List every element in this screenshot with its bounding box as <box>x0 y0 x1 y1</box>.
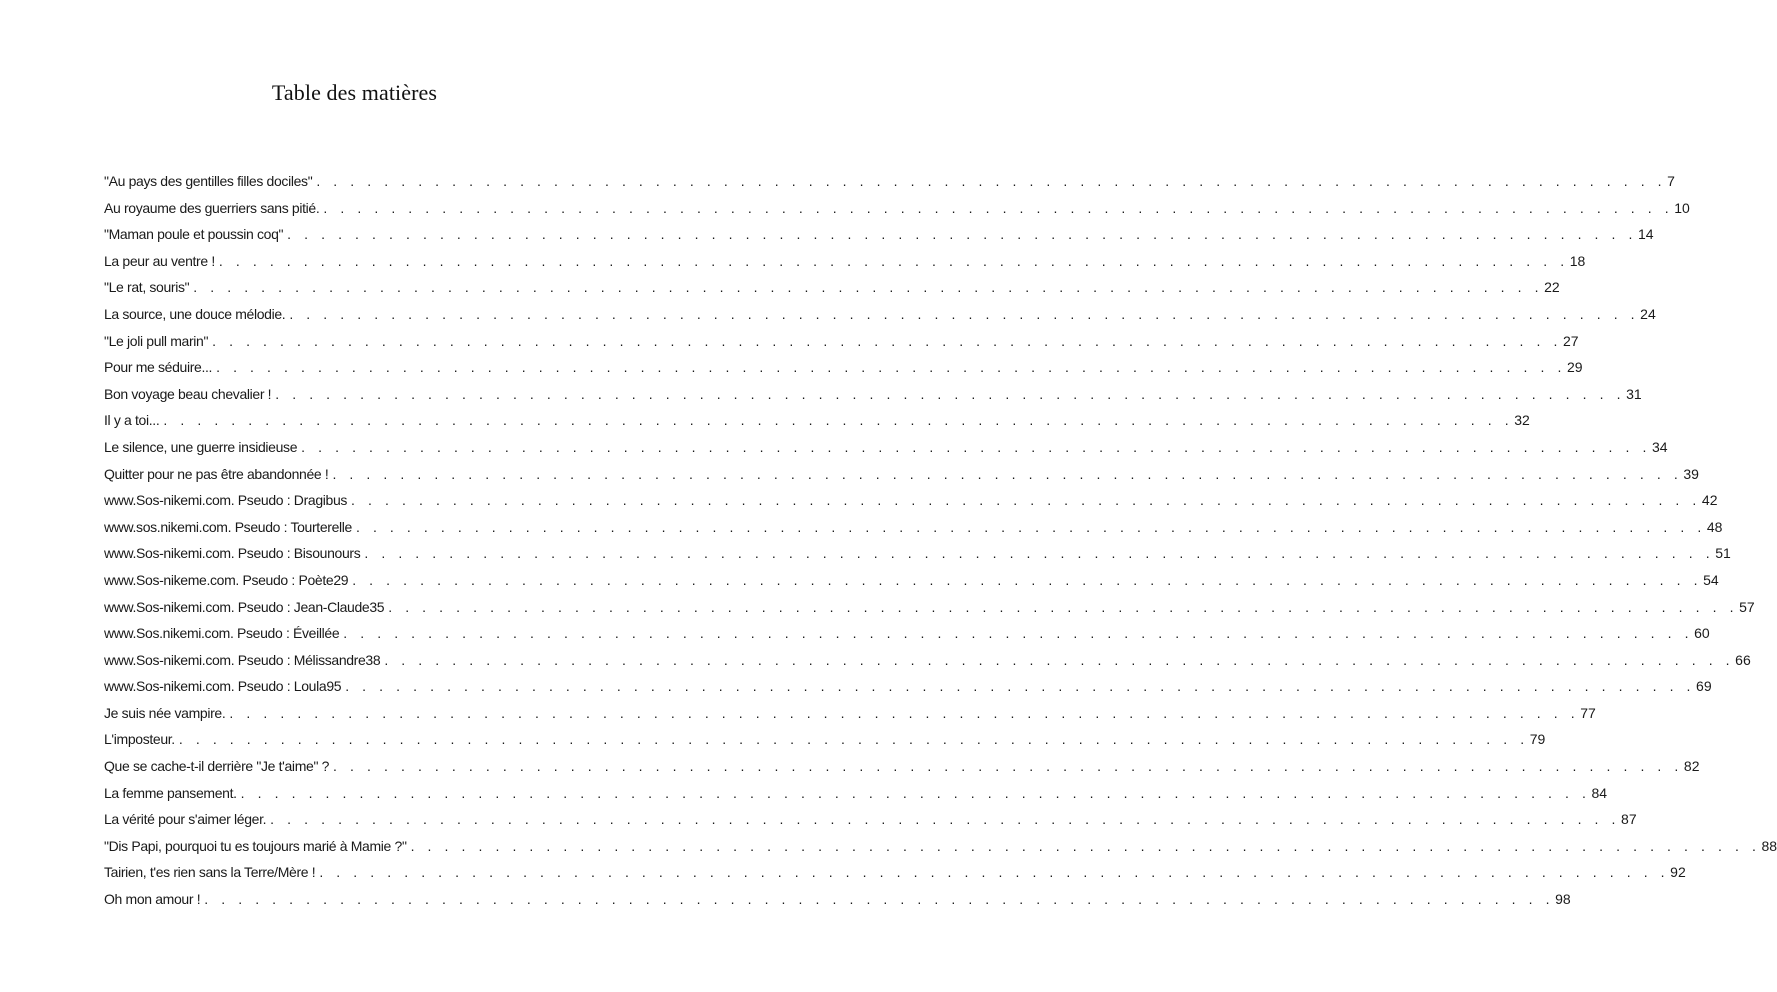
toc-entry-title: Il y a toi... <box>104 412 160 429</box>
toc-entry-title: www.Sos-nikemi.com. Pseudo : Loula95 <box>104 678 342 695</box>
dot-leader: . . . . . . . . . . . . . . . . . . . . . . . . . . . . . . . . . . . . . . . . . . . . . . . . . . . . . . . . . . . . . . . . . . . . . . . . . . . . . . . . <box>332 465 1683 482</box>
dot-leader: . . . . . . . . . . . . . . . . . . . . . . . . . . . . . . . . . . . . . . . . . . . . . . . . . . . . . . . . . . . . . . . . . . . . . . . . . . . . . . . . <box>388 598 1739 615</box>
dot-leader: . . . . . . . . . . . . . . . . . . . . . . . . . . . . . . . . . . . . . . . . . . . . . . . . . . . . . . . . . . . . . . . . . . . . . . . . . . . . . . . . <box>229 704 1580 721</box>
toc-entry-title: www.Sos-nikemi.com. Pseudo : Bisounours <box>104 545 361 562</box>
toc-entry-title: Tairien, t'es rien sans la Terre/Mère ! <box>104 864 316 881</box>
dot-leader: . . . . . . . . . . . . . . . . . . . . . . . . . . . . . . . . . . . . . . . . . . . . . . . . . . . . . . . . . . . . . . . . . . . . . . . . . . . . . . . . <box>319 864 1670 881</box>
toc-entry[interactable] <box>104 359 1583 386</box>
toc-entry[interactable] <box>104 545 1731 572</box>
toc-entry-title: La vérité pour s'aimer léger. <box>104 811 267 828</box>
page-title: Table des matières <box>271 80 438 105</box>
toc-entry-page-number: 51 <box>1715 545 1731 562</box>
toc-entry-title: www.Sos.nikemi.com. Pseudo : Éveillée <box>104 625 340 642</box>
toc-entry[interactable] <box>104 199 1690 227</box>
dot-leader: . . . . . . . . . . . . . . . . . . . . . . . . . . . . . . . . . . . . . . . . . . . . . . . . . . . . . . . . . . . . . . . . . . . . . . . . . . . . . . . . <box>351 492 1701 509</box>
dot-leader: . . . . . . . . . . . . . . . . . . . . . . . . . . . . . . . . . . . . . . . . . . . . . . . . . . . . . . . . . . . . . . . . . . . . . . . . . . . . . . . . <box>216 359 1566 376</box>
toc-entry-page-number: 27 <box>1562 332 1579 349</box>
toc-entry-page-number: 92 <box>1670 864 1686 881</box>
toc-entry[interactable] <box>104 811 1637 838</box>
toc-entry[interactable] <box>104 226 1654 253</box>
toc-entry-title: "Au pays des gentilles filles dociles" <box>104 173 313 189</box>
dot-leader: . . . . . . . . . . . . . . . . . . . . . . . . . . . . . . . . . . . . . . . . . . . . . . . . . . . . . . . . . . . . . . . . . . . . . . . . . . . . . . . . <box>343 625 1694 642</box>
toc-entry-title: La peur au ventre ! <box>104 252 215 269</box>
toc-entry-title: www.Sos-nikemi.com. Pseudo : Dragibus <box>104 492 348 509</box>
toc-entry-title: www.Sos-nikemi.com. Pseudo : Mélissandre38 <box>104 651 381 668</box>
toc-entry[interactable] <box>104 704 1596 732</box>
toc-entry-page-number: 31 <box>1626 385 1642 402</box>
toc-entry-page-number: 32 <box>1514 412 1530 429</box>
dot-leader: . . . . . . . . . . . . . . . . . . . . . . . . . . . . . . . . . . . . . . . . . . . . . . . . . . . . . . . . . . . . . . . . . . . . . . . . . . . . . . . . <box>240 784 1591 801</box>
dot-leader: . . . . . . . . . . . . . . . . . . . . . . . . . . . . . . . . . . . . . . . . . . . . . . . . . . . . . . . . . . . . . . . . . . . . . . . . . . . . . . . . <box>301 438 1651 455</box>
toc-entry[interactable] <box>104 837 1777 865</box>
dot-leader: . . . . . . . . . . . . . . . . . . . . . . . . . . . . . . . . . . . . . . . . . . . . . . . . . . . . . . . . . . . . . . . . . . . . . . . . . . . . . . . . <box>178 731 1529 748</box>
toc-entry-page-number: 39 <box>1683 465 1699 482</box>
toc-entry-page-number: 77 <box>1580 704 1596 721</box>
toc-entry[interactable] <box>104 571 1719 599</box>
toc-entry-page-number: 10 <box>1674 199 1690 216</box>
toc-entry-title: "Dis Papi, pourquoi tu es toujours marié à Mamie ?" <box>104 837 407 854</box>
toc-entry-title: www.sos.nikemi.com. Pseudo : Tourterelle <box>104 518 352 535</box>
toc-entry-page-number: 84 <box>1591 784 1608 801</box>
toc-entry-title: www.Sos-nikeme.com. Pseudo : Poète29 <box>104 571 349 588</box>
toc-entry-page-number: 42 <box>1701 492 1718 509</box>
dot-leader: . . . . . . . . . . . . . . . . . . . . . . . . . . . . . . . . . . . . . . . . . . . . . . . . . . . . . . . . . . . . . . . . . . . . . . . . . . . . . . . . <box>352 571 1703 588</box>
toc-entry-page-number: 34 <box>1652 438 1668 455</box>
toc-entry[interactable] <box>104 492 1718 519</box>
toc-entry-page-number: 87 <box>1621 811 1637 828</box>
toc-entry-title: Bon voyage beau chevalier ! <box>104 385 272 402</box>
toc-entry-title: Que se cache-t-il derrière "Je t'aime" ? <box>104 758 330 775</box>
dot-leader: . . . . . . . . . . . . . . . . . . . . . . . . . . . . . . . . . . . . . . . . . . . . . . . . . . . . . . . . . . . . . . . . . . . . . . . . . . . . . . . . <box>163 412 1514 429</box>
toc-entry[interactable] <box>104 332 1579 360</box>
toc-entry-title: Le silence, une guerre insidieuse <box>104 438 298 455</box>
dot-leader: . . . . . . . . . . . . . . . . . . . . . . . . . . . . . . . . . . . . . . . . . . . . . . . . . . . . . . . . . . . . . . . . . . . . . . . . . . . . . . . . <box>384 651 1735 668</box>
dot-leader: . . . . . . . . . . . . . . . . . . . . . . . . . . . . . . . . . . . . . . . . . . . . . . . . . . . . . . . . . . . . . . . . . . . . . . . . . . . . . . . . <box>333 758 1683 775</box>
toc-entry-title: Pour me séduire... <box>104 359 213 376</box>
toc-entry-title: Au royaume des guerriers sans pitié. <box>104 199 320 216</box>
toc-entry[interactable] <box>104 651 1751 679</box>
toc-entry[interactable] <box>104 864 1686 891</box>
toc-entry-title: "Le rat, souris" <box>104 279 190 296</box>
toc-entry-page-number: 79 <box>1529 731 1546 748</box>
toc-entry[interactable] <box>104 518 1723 546</box>
toc-entry[interactable] <box>104 758 1700 785</box>
dot-leader: . . . . . . . . . . . . . . . . . . . . . . . . . . . . . . . . . . . . . . . . . . . . . . . . . . . . . . . . . . . . . . . . . . . . . . . . . . . . . . . . <box>345 678 1696 695</box>
toc-entry[interactable] <box>104 731 1546 758</box>
toc-entry-page-number: 7 <box>1667 173 1675 189</box>
toc-entry[interactable] <box>104 279 1560 306</box>
toc-entry[interactable] <box>104 173 1675 200</box>
toc-entry-page-number: 24 <box>1640 305 1656 322</box>
toc-entry[interactable] <box>104 598 1755 626</box>
toc-entry[interactable] <box>104 891 1571 918</box>
toc-entry-page-number: 57 <box>1739 598 1755 615</box>
dot-leader: . . . . . . . . . . . . . . . . . . . . . . . . . . . . . . . . . . . . . . . . . . . . . . . . . . . . . . . . . . . . . . . . . . . . . . . . . . . . . . . . <box>193 279 1544 296</box>
toc-entry-title: www.Sos-nikemi.com. Pseudo : Jean-Claude35 <box>104 598 385 615</box>
toc-entry-page-number: 60 <box>1694 625 1710 642</box>
dot-leader: . . . . . . . . . . . . . . . . . . . . . . . . . . . . . . . . . . . . . . . . . . . . . . . . . . . . . . . . . . . . . . . . . . . . . . . . . . . . . . . . <box>355 518 1706 535</box>
toc-entry-page-number: 98 <box>1555 891 1571 908</box>
dot-leader: . . . . . . . . . . . . . . . . . . . . . . . . . . . . . . . . . . . . . . . . . . . . . . . . . . . . . . . . . . . . . . . . . . . . . . . . . . . . . . . . <box>275 385 1626 402</box>
toc-entry[interactable] <box>104 438 1668 466</box>
toc-entry-page-number: 82 <box>1683 758 1700 775</box>
dot-leader: . . . . . . . . . . . . . . . . . . . . . . . . . . . . . . . . . . . . . . . . . . . . . . . . . . . . . . . . . . . . . . . . . . . . . . . . . . . . . . . . <box>218 252 1569 269</box>
toc-entry-page-number: 22 <box>1544 279 1560 296</box>
toc-entry[interactable] <box>104 784 1608 812</box>
dot-leader: . . . . . . . . . . . . . . . . . . . . . . . . . . . . . . . . . . . . . . . . . . . . . . . . . . . . . . . . . . . . . . . . . . . . . . . . . . . . . . . . <box>270 811 1621 828</box>
dot-leader: . . . . . . . . . . . . . . . . . . . . . . . . . . . . . . . . . . . . . . . . . . . . . . . . . . . . . . . . . . . . . . . . . . . . . . . . . . . . . . . . <box>364 545 1715 562</box>
toc-entry[interactable] <box>104 252 1586 280</box>
toc-entry-title: "Maman poule et poussin coq" <box>104 226 284 243</box>
dot-leader: . . . . . . . . . . . . . . . . . . . . . . . . . . . . . . . . . . . . . . . . . . . . . . . . . . . . . . . . . . . . . . . . . . . . . . . . . . . . . . . . <box>289 305 1640 322</box>
toc-entry-page-number: 54 <box>1703 571 1719 588</box>
toc-entry-title: Oh mon amour ! <box>104 891 201 908</box>
toc-entry-title: "Le joli pull marin" <box>104 332 209 349</box>
toc-entry-page-number: 29 <box>1566 359 1583 376</box>
toc-entry-page-number: 66 <box>1735 651 1751 668</box>
toc-entry-title: Je suis née vampire. <box>104 704 226 721</box>
toc-entry[interactable] <box>104 305 1656 333</box>
toc-entry-page-number: 18 <box>1569 252 1586 269</box>
toc-entry[interactable] <box>104 412 1530 439</box>
table-of-contents <box>104 173 1777 918</box>
dot-leader: . . . . . . . . . . . . . . . . . . . . . . . . . . . . . . . . . . . . . . . . . . . . . . . . . . . . . . . . . . . . . . . . . . . . . . . . . . . . . . . . <box>212 332 1562 349</box>
toc-entry[interactable] <box>104 625 1710 652</box>
toc-entry-page-number: 48 <box>1706 518 1723 535</box>
dot-leader: . . . . . . . . . . . . . . . . . . . . . . . . . . . . . . . . . . . . . . . . . . . . . . . . . . . . . . . . . . . . . . . . . . . . . . . . . . . . . . . . <box>204 891 1555 908</box>
dot-leader: . . . . . . . . . . . . . . . . . . . . . . . . . . . . . . . . . . . . . . . . . . . . . . . . . . . . . . . . . . . . . . . . . . . . . . . . . . . . . . . . <box>287 226 1637 243</box>
toc-entry[interactable] <box>104 385 1642 413</box>
dot-leader: . . . . . . . . . . . . . . . . . . . . . . . . . . . . . . . . . . . . . . . . . . . . . . . . . . . . . . . . . . . . . . . . . . . . . . . . . . . . . . . . <box>410 837 1761 854</box>
toc-entry-title: Quitter pour ne pas être abandonnée ! <box>104 465 329 482</box>
toc-entry-title: La femme pansement. <box>104 784 237 801</box>
dot-leader: . . . . . . . . . . . . . . . . . . . . . . . . . . . . . . . . . . . . . . . . . . . . . . . . . . . . . . . . . . . . . . . . . . . . . . . . . . . . . . . . <box>323 199 1674 216</box>
toc-entry[interactable] <box>104 465 1699 493</box>
toc-entry-title: La source, une douce mélodie. <box>104 305 286 322</box>
toc-entry-title: L'imposteur. <box>104 731 175 748</box>
toc-entry-page-number: 69 <box>1696 678 1712 695</box>
toc-entry[interactable] <box>104 678 1712 705</box>
toc-entry-page-number: 88 <box>1761 837 1777 854</box>
toc-entry-page-number: 14 <box>1638 226 1654 243</box>
dot-leader: . . . . . . . . . . . . . . . . . . . . . . . . . . . . . . . . . . . . . . . . . . . . . . . . . . . . . . . . . . . . . . . . . . . . . . . . . . . . . . . . <box>316 173 1667 189</box>
